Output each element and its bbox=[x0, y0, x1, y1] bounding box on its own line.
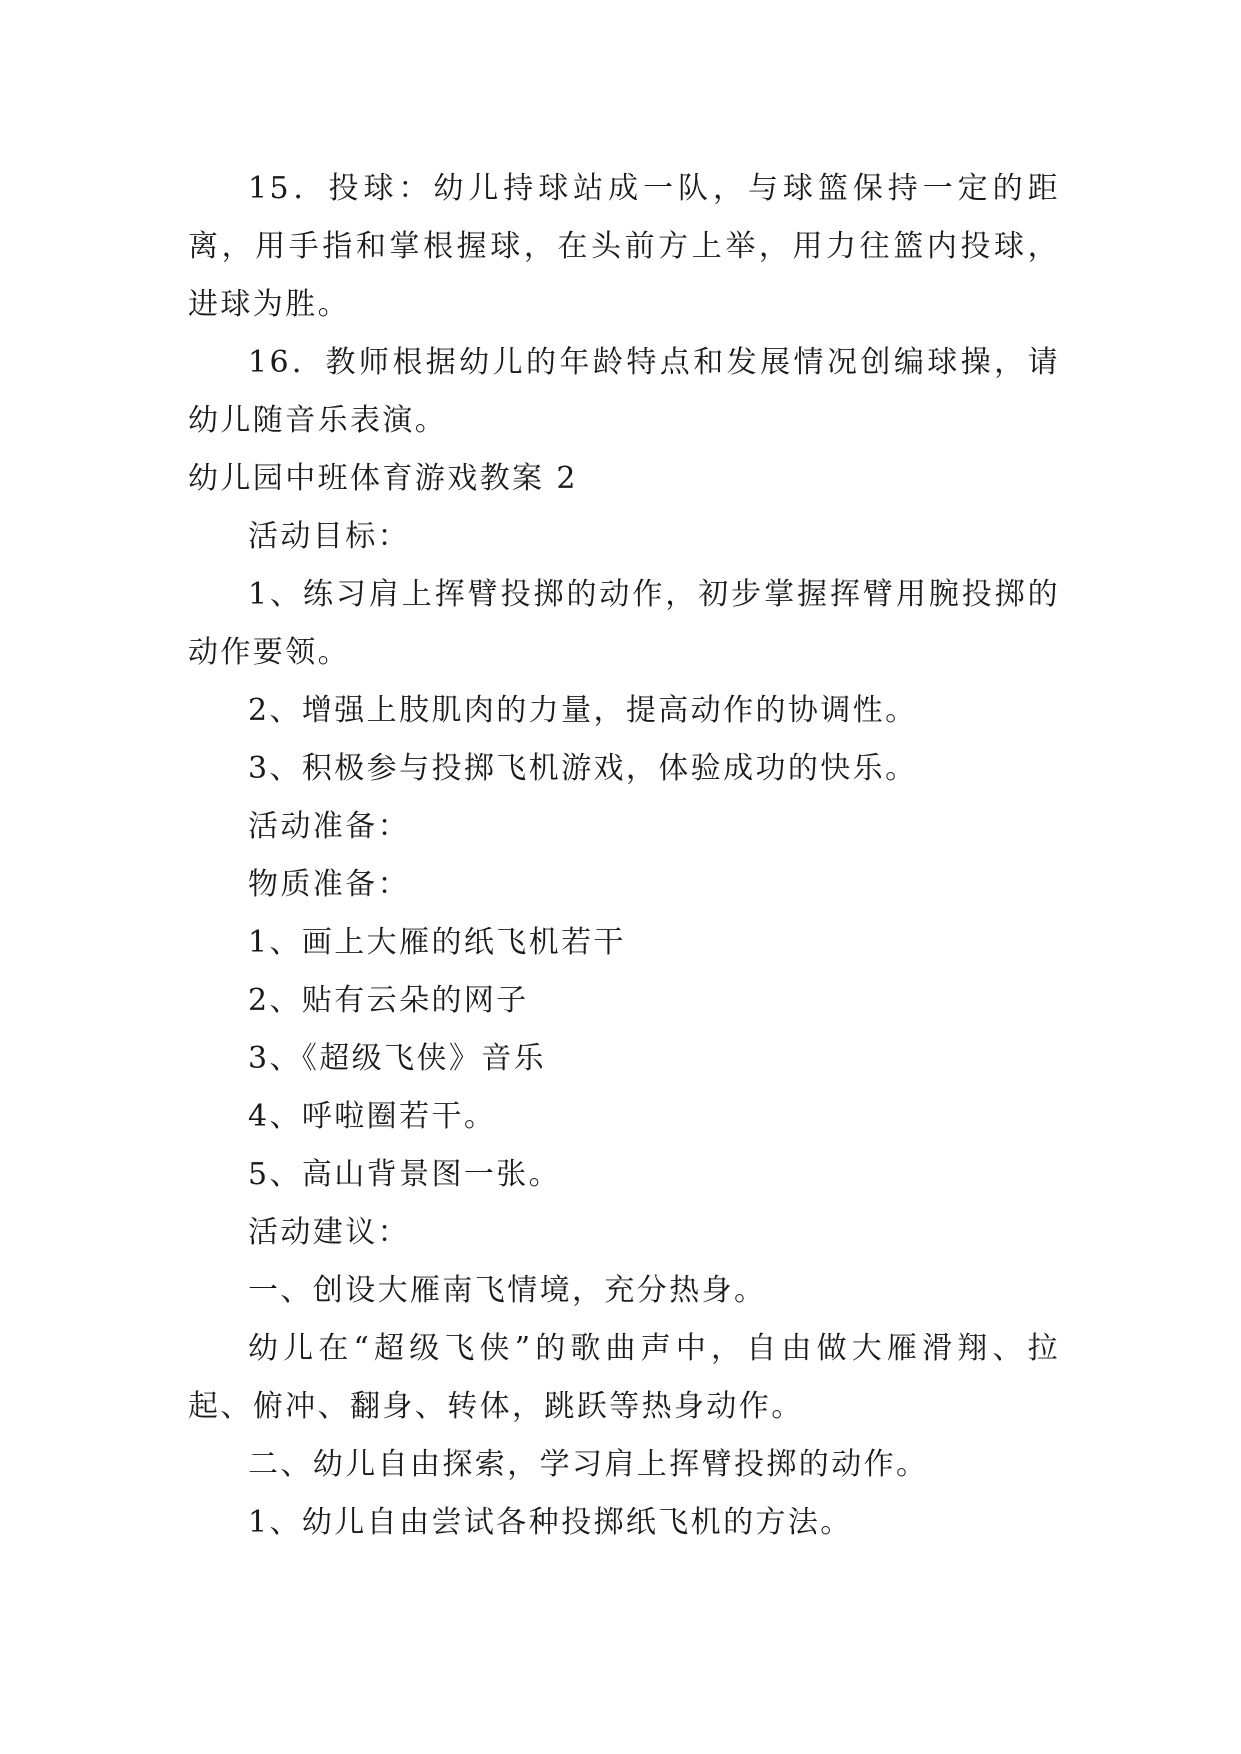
material-item-5: 5、高山背景图一张。 bbox=[248, 1157, 562, 1192]
paragraph-item-16-ball-exercise: 16．教师根据幼儿的年龄特点和发展情况创编球操，请幼儿随音乐表演。 bbox=[188, 345, 1060, 438]
heading-activity-goals: 活动目标： bbox=[248, 519, 410, 554]
material-item-3: 3、《超级飞侠》音乐 bbox=[248, 1041, 547, 1076]
step-heading-2: 二、幼儿自由探索，学习肩上挥臂投掷的动作。 bbox=[248, 1447, 929, 1482]
step-item-1: 1、幼儿自由尝试各种投掷纸飞机的方法。 bbox=[248, 1505, 853, 1540]
paragraph-item-15-throwing: 15．投球：幼儿持球站成一队，与球篮保持一定的距离，用手指和掌根握球，在头前方上举，用力往篮内投球，进球为胜。 bbox=[188, 171, 1060, 322]
step-heading-1: 一、创设大雁南飞情境，充分热身。 bbox=[248, 1273, 767, 1308]
goal-item-2: 2、增强上肢肌肉的力量，提高动作的协调性。 bbox=[248, 693, 918, 728]
document-body bbox=[188, 160, 1060, 1552]
heading-activity-preparation: 活动准备： bbox=[248, 809, 410, 844]
goal-item-1: 1、练习肩上挥臂投掷的动作，初步掌握挥臂用腕投掷的动作要领。 bbox=[188, 577, 1060, 670]
heading-activity-suggestions: 活动建议： bbox=[248, 1215, 410, 1250]
material-item-1: 1、画上大雁的纸飞机若干 bbox=[248, 925, 626, 960]
step-paragraph: 幼儿在“超级飞侠”的歌曲声中，自由做大雁滑翔、拉起、俯冲、翻身、转体，跳跃等热身动作。 bbox=[188, 1331, 1060, 1424]
material-item-2: 2、贴有云朵的网子 bbox=[248, 983, 529, 1018]
section-title: 幼儿园中班体育游戏教案 2 bbox=[188, 461, 578, 496]
goal-item-3: 3、积极参与投掷飞机游戏，体验成功的快乐。 bbox=[248, 751, 918, 786]
heading-material-preparation: 物质准备： bbox=[248, 867, 410, 902]
material-item-4: 4、呼啦圈若干。 bbox=[248, 1099, 497, 1134]
